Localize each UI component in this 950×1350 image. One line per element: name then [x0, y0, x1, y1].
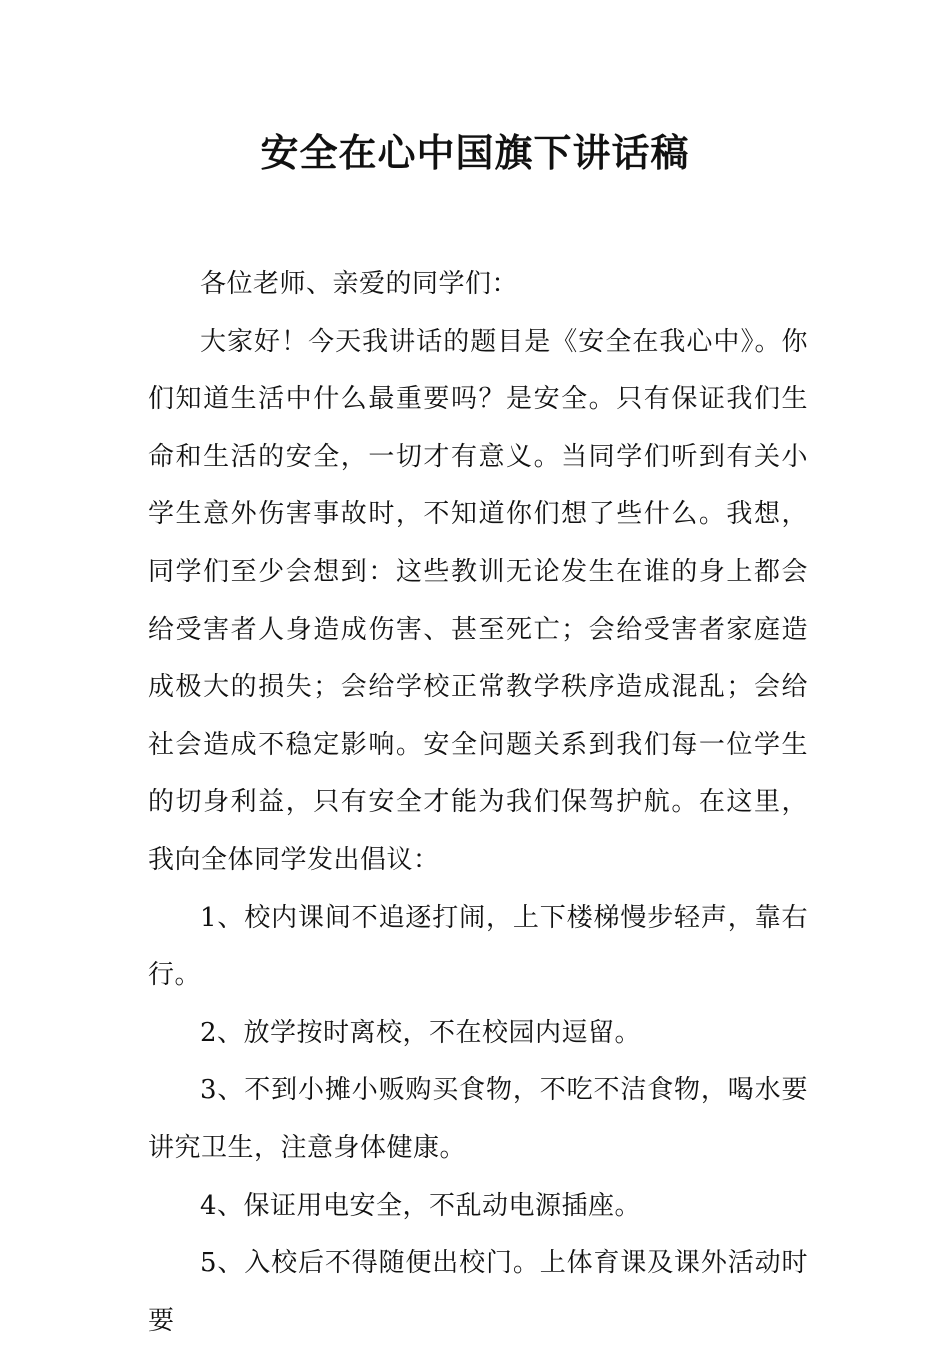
proposal-item-1: 1、校内课间不追逐打闹，上下楼梯慢步轻声，靠右行。 [148, 902, 808, 991]
proposal-item-2: 2、放学按时离校，不在校园内逗留。 [200, 1017, 642, 1048]
proposal-item-4: 4、保证用电安全，不乱动电源插座。 [200, 1190, 642, 1221]
proposal-item-5: 5、入校后不得随便出校门。上体育课及课外活动时要 [148, 1248, 808, 1336]
document-title: 安全在心中国旗下讲话稿 [260, 131, 690, 175]
document-body [148, 256, 808, 1350]
salutation-paragraph: 各位老师、亲爱的同学们： [200, 269, 519, 299]
proposal-item-3: 3、不到小摊小贩购买食物，不吃不洁食物，喝水要讲究卫生，注意身体健康。 [148, 1075, 808, 1163]
intro-paragraph: 大家好！今天我讲话的题目是《安全在我心中》。你们知道生活中什么最重要吗？是安全。只有保证我们生命和生活的安全，一切才有意义。当同学们听到有关小学生意外伤害事故时，不知道你们想了些什么。我想，同学们至少会想到：这些教训无论发生在谁的身上都会给受害者人身造成伤害、甚至死亡；会给受害者家庭造成极大的损失；会给学校正常教学秩序造成混乱；会给社会造成不稳定影响。安全问题关系到我们每一位学生的切身利益，只有安全才能为我们保驾护航。在这里，我向全体同学发出倡议： [148, 326, 808, 875]
